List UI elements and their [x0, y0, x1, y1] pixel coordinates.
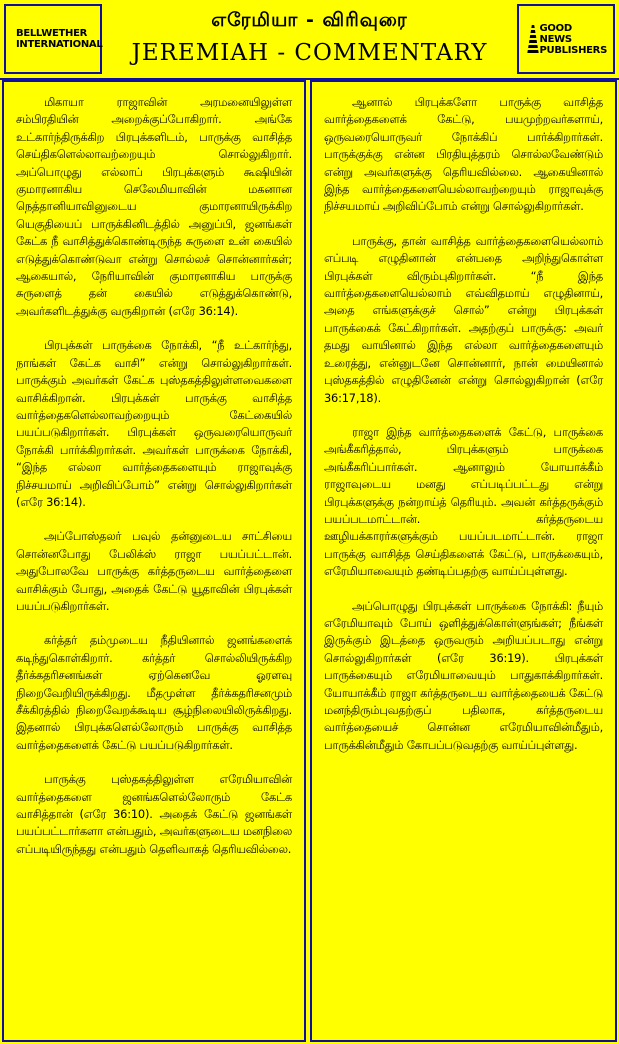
title-english: JEREMIAH - COMMENTARY — [131, 40, 488, 66]
left-column — [2, 80, 306, 1042]
title-block — [104, 6, 515, 68]
bellwether-logo — [4, 4, 102, 74]
paragraph: மிகாயா ராஜாவின் அரமனையிலுள்ள சம்பிரதியின் அறைக்குப்போகிறார். அங்கே உட்கார்ந்திருக்கிற பிரபுக்களிடம், பாருக்கு வாசித்த செய்திகளெல்லாவற்றையும் சொல்லுகிறார். அப்பொழுது எல்லாப் பிரபுக்களும் கூஷியின் குமாரனாகிய செலேமியாவின் மகனான நெத்தானியாவினுடைய குமாரனாயிருக்கிற யெகுதியைப் பாருக்கினிடத்தில் அனுப்பி, ஜனங்கள் கேட்க நீ வாசித்துக்கொண்டிருந்த சுருளை உன் கையில் எடுத்துக்கொண்டுவா என்று சொல்லச் சொன்னார்கள்; ஆகையால், நேரியாவின் குமாரனாகிய பாருக்கு சுருளைத் தன் கையில் எடுத்துக்கொண்டு, அவர்களிடத்துக்கு வருகிறான் (எரே 36:14). — [16, 95, 292, 318]
logo-left-line1: BELLWETHER — [16, 28, 88, 39]
paragraph: பாருக்கு புஸ்தகத்திலுள்ள எரேமியாவின் வார்த்தைகளை ஜனங்களெல்லோரும் கேட்க வாசித்தான் (எரே 36:10). அதைக் கேட்டு ஜனங்கள் பயப்பட்டார்களா என்பதும், அவர்களுடைய மனநிலை எப்படியிருந்தது என்பதும் தெளிவாகத் தெரியவில்லை. — [16, 772, 292, 856]
paragraph: ஆனால் பிரபுக்களோ பாருக்கு வாசித்த வார்த்தைகளைக் கேட்டு, பயமுற்றவர்களாய், ஒருவரையொருவர் நோக்கிப் பார்க்கிறார்கள். பாருக்குக்கு என்ன பிரதியுத்தரம் சொல்லவேண்டும் என்று அவர்களுக்கு தெரியவில்லை. ஆகையினால் இந்த வார்த்தைகளையெல்லாவற்றையும் ராஜாவுக்கு நிச்சயமாய் அறிவிப்போம் என்று சொல்லுகிறார்கள். — [324, 95, 603, 214]
logo-right-line2: PUBLISHERS — [539, 44, 607, 56]
paragraph: பாருக்கு, தான் வாசித்த வார்த்தைகளையெல்லாம் எப்படி எழுதினான் என்பதை அறிந்துகொள்ள பிரபுக்கள் விரும்புகிறார்கள். “நீ இந்த வார்த்தைகளையெல்லாம் எவ்விதமாய் எழுதினாய், அதை எங்களுக்குச் சொல்” என்று பிரபுக்கள் பாருக்கைக் கேட்கிறார்கள். அதற்குப் பாருக்கு: அவர் தமது வாயினால் இந்த எல்லா வார்த்தைகளையும் உரைத்து, என்னுடனே சொன்னார், நான் மையினால் புஸ்தகத்தில் எழுதினேன் என்று சொல்லுகிறான் (எரே 36:17,18). — [324, 233, 603, 405]
paragraph: ராஜா இந்த வார்த்தைகளைக் கேட்டு, பாருக்கை அங்கீகரித்தால், பிரபுக்களும் பாருக்கை அங்கீகரிப்பார்கள். ஆனாலும் யோயாக்கீம் ராஜாவுடைய மனது எப்படிப்பட்டது என்று பிரபுக்களுக்கு நன்றாய்த் தெரியும். அவன் கர்த்தருக்கும் பயப்படமாட்டான். கர்த்தருடைய ஊழியக்காரர்களுக்கும் பயப்படமாட்டான். ராஜா பாருக்கு வாசித்த செய்திகளைக் கேட்டு, பாருக்கையும், எரேமியாவையும் தண்டிப்பதற்கு வாய்ப்புள்ளது. — [324, 424, 603, 579]
header — [0, 0, 619, 80]
right-column — [310, 80, 617, 1042]
logo-left-line2: INTERNATIONAL — [16, 39, 103, 50]
paragraph: அப்போஸ்தலர் பவுல் தன்னுடைய சாட்சியை சொன்னபோது பேலிக்ஸ் ராஜா பயப்பட்டான். அதுபோலவே பாருக்கு கர்த்தருடைய வார்த்தைளை வாசிக்கும் போது, அதைக் கேட்டு யூதாவின் பிரபுக்கள் பயப்படுகிறார்கள். — [16, 529, 292, 613]
good-news-publishers-logo — [517, 4, 615, 74]
good-news-mark-icon — [525, 19, 536, 59]
paragraph: கர்த்தர் தம்முடைய நீதியினால் ஜனங்களைக் கடிந்துகொள்கிறார். கர்த்தர் சொல்லியிருக்கிற தீர்க்கதரிசனங்கள் ஏற்கெனவே ஓரளவு நிறைவேறியிருக்கிறது. மீதமுள்ள தீர்க்கதரிசனமும் சீக்கிரத்தில் நிறைவேறக்கூடிய சூழ்நிலையிலிருக்கிறது. இதனால் பிரபுக்களெல்லோரும் பாருக்கு வாசித்த வார்த்தைகளைக் கேட்டு பயப்படுகிறார்கள். — [16, 633, 292, 752]
paragraph: பிரபுக்கள் பாருக்கை நோக்கி, “நீ உட்கார்ந்து, நாங்கள் கேட்க வாசி” என்று சொல்லுகிறார்கள். பாருக்கும் அவர்கள் கேட்க புஸ்தகத்திலுள்ளவைகளை வாசிக்கிறான். பிரபுக்கள் பாருக்கு வாசித்த வார்த்தைகளெல்லாவற்றையும் கேட்கையில் பயப்படுகிறார்கள். பிரபுக்கள் ஒருவரையொருவர் நோக்கி பார்க்கிறார்கள். அவர்கள் பாருக்கை நோக்கி, “இந்த எல்லா வார்த்தைகளையும் ராஜாவுக்கு நிச்சயமாய் அறிவிப்போம்” என்று சொல்லுகிறார்கள் (எரே 36:14). — [16, 338, 292, 509]
bellwether-logo-text — [16, 28, 102, 50]
logo-right-line1: GOOD NEWS — [539, 22, 572, 45]
paragraph: அப்பொழுது பிரபுக்கள் பாருக்கை நோக்கி: நீயும் எரேமியாவும் போய் ஒளித்துக்கொள்ளுங்கள்; நீங்கள் இருக்கும் இடத்தை ஒருவரும் அறியப்படாது என்று சொல்லுகிறார்கள் (எரே 36:19). பிரபுக்கள் பாருக்கையும் எரேமியாவையும் பாதுகாக்கிறார்கள். யோயாக்கீம் ராஜா கர்த்தருடைய வார்த்தையைக் கேட்டு மனந்திரும்புவதற்குப் பதிலாக, கர்த்தருடைய வார்த்தையைச் சொன்ன எரேமியாவின்மீதும், பாருக்கின்மீதும் கோபப்படுவதற்கு வாய்ப்புள்ளது. — [324, 598, 603, 752]
title-tamil: எரேமியா - விரிவுரை — [211, 9, 408, 31]
good-news-logo-text — [540, 23, 607, 56]
